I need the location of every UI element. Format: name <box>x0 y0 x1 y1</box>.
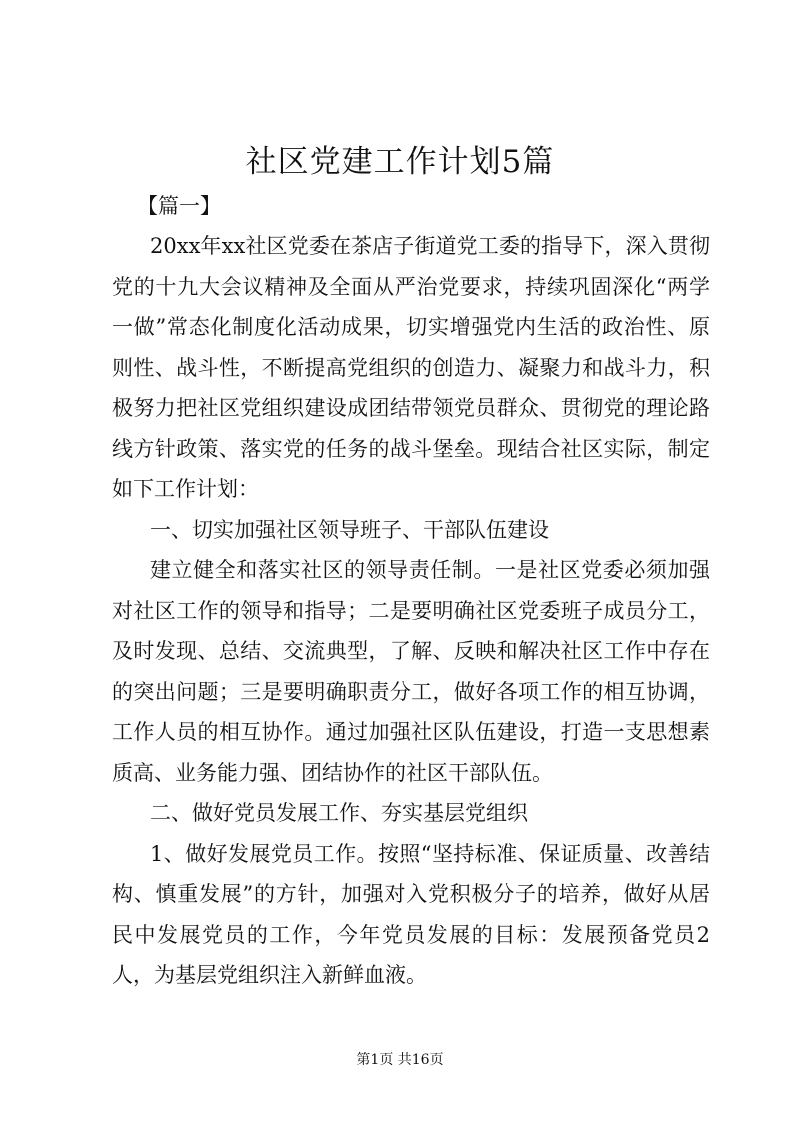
document-body <box>112 226 710 996</box>
paragraph-leadership: 建立健全和落实社区的领导责任制。一是社区党委必须加强对社区工作的领导和指导；二是要明确社区党委班子成员分工，及时发现、总结、交流典型，了解、反映和解决社区工作中存在的突出问题；三是要明确职责分工，做好各项工作的相互协调，工作人员的相互协作。通过加强社区队伍建设，打造一支思想素质高、业务能力强、团结协作的社区干部队伍。 <box>112 558 710 785</box>
paragraph-subheading-1: 一、切实加强社区领导班子、干部队伍建设 <box>150 517 549 542</box>
paragraph-member-development: 1、做好发展党员工作。按照“坚持标准、保证质量、改善结构、慎重发展”的方针，加强对入党积极分子的培养，做好从居民中发展党员的工作，今年党员发展的目标：发展预备党员2人，为基层党组织注入新鲜血液。 <box>112 841 710 987</box>
section-heading: 【篇一】 <box>137 194 221 218</box>
page-footer: 第1页 共16页 <box>356 1052 444 1068</box>
paragraph-subheading-2: 二、做好党员发展工作、夯实基层党组织 <box>150 801 528 825</box>
paragraph-intro: 20xx年xx社区党委在茶店子街道党工委的指导下，深入贯彻党的十九大会议精神及全面从严治党要求，持续巩固深化“两学一做”常态化制度化活动成果，切实增强党内生活的政治性、原则性、战斗性，不断提高党组织的创造力、凝聚力和战斗力，积极努力把社区党组织建设成团结带领党员群众、贯彻党的理论路线方针政策、落实党的任务的战斗堡垒。现结合社区实际，制定如下工作计划： <box>112 234 710 501</box>
document-title: 社区党建工作计划5篇 <box>245 144 555 180</box>
